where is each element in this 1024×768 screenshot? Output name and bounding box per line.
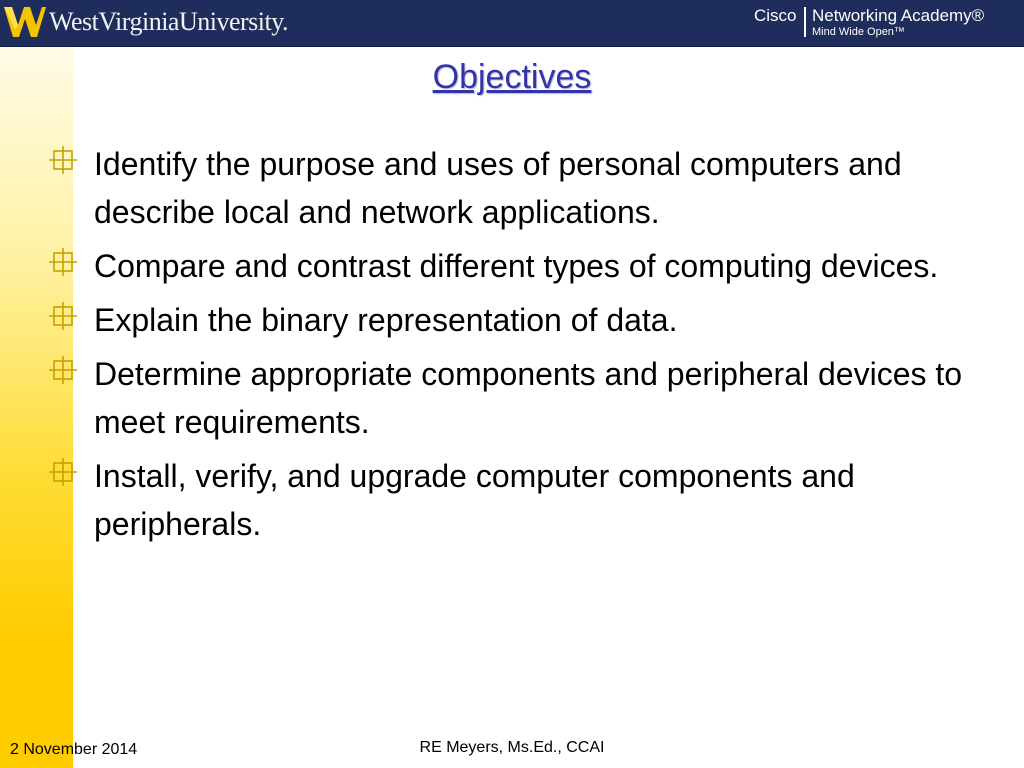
objective-item: [44, 296, 1004, 344]
cisco-networking-academy-logo: [754, 5, 1014, 41]
mind-wide-open-tagline: Mind Wide Open™: [812, 26, 905, 38]
networking-academy-wordmark: Networking Academy®: [812, 6, 985, 25]
footer-author: RE Meyers, Ms.Ed., CCAI: [419, 739, 605, 756]
flying-wv-logo-icon: [4, 3, 46, 41]
objective-item: [44, 242, 1004, 290]
cisco-wordmark: Cisco: [754, 6, 797, 25]
objective-item: [44, 452, 1004, 548]
logo-divider: [804, 7, 806, 37]
objectives-list: [44, 140, 1004, 554]
slide-title: Objectives: [432, 58, 592, 96]
objective-item: [44, 140, 1004, 236]
footer-date: 2 November 2014: [10, 741, 138, 758]
crosshair-square-bullet-icon: [48, 301, 78, 331]
crosshair-square-bullet-icon: [48, 145, 78, 175]
wvu-wordmark: WestVirginiaUniversity.: [49, 7, 289, 36]
objective-text: Compare and contrast different types of computing devices.: [94, 248, 939, 284]
objective-item: [44, 350, 1004, 446]
objective-text: Install, verify, and upgrade computer components and peripherals.: [94, 458, 855, 542]
objective-text: Explain the binary representation of data.: [94, 302, 678, 338]
crosshair-square-bullet-icon: [48, 457, 78, 487]
objective-text: Identify the purpose and uses of personal computers and describe local and network applications.: [94, 146, 902, 230]
objective-text: Determine appropriate components and peripheral devices to meet requirements.: [94, 356, 963, 440]
crosshair-square-bullet-icon: [48, 355, 78, 385]
crosshair-square-bullet-icon: [48, 247, 78, 277]
header-bar: [0, 0, 1024, 47]
